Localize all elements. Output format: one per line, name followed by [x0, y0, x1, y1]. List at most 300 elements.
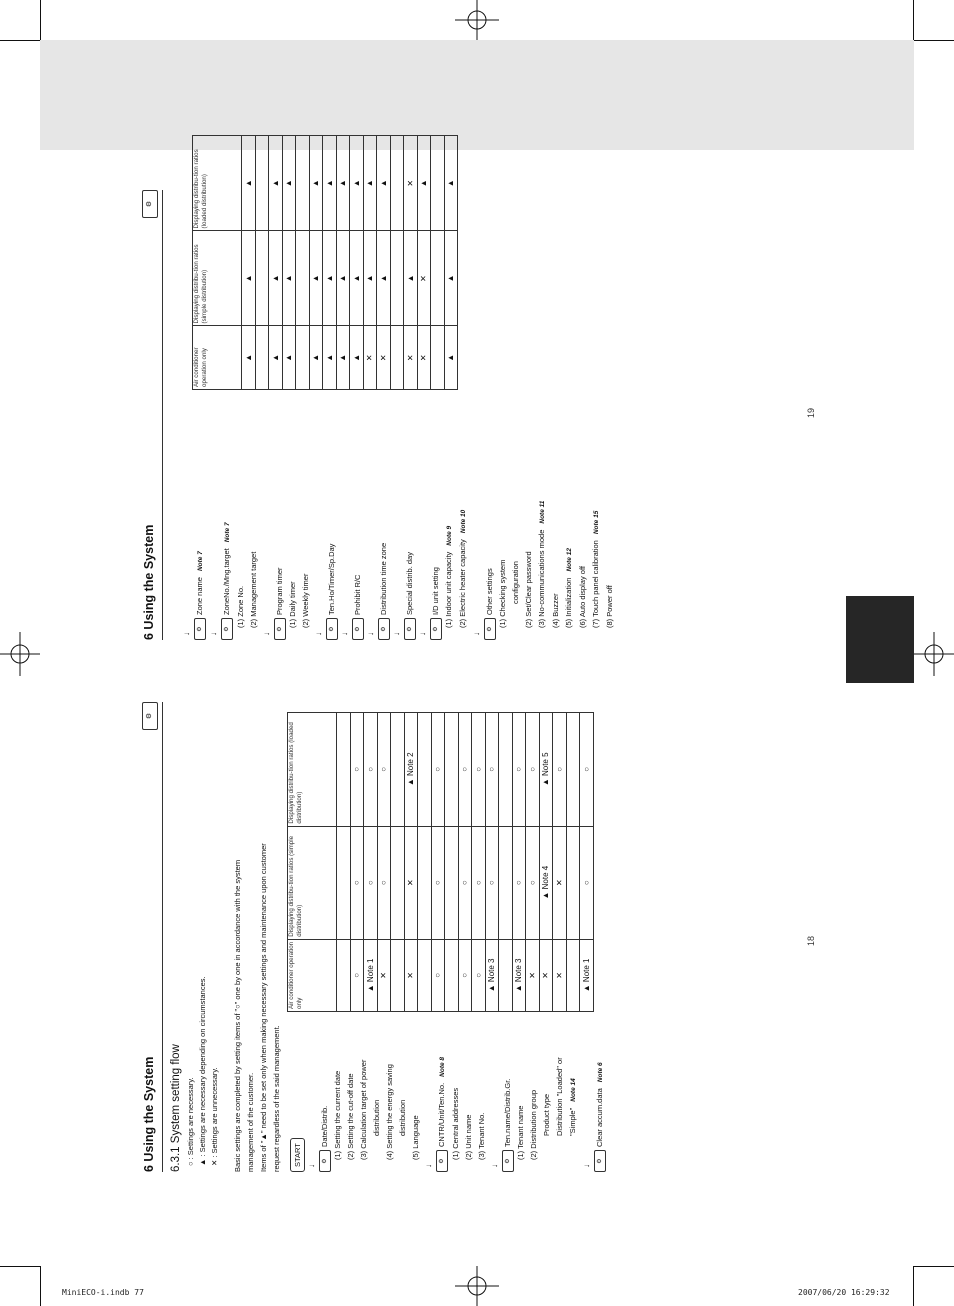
matrix-cell: ▲ — [269, 231, 283, 326]
matrix-cell: ✕ — [363, 326, 377, 390]
flow-label: Distribution time zone — [379, 542, 389, 615]
setting-flow — [290, 1012, 607, 1172]
flow-label: Date/Distrib. — [320, 1105, 329, 1147]
column-header: Displaying distribu-tion ratios (loaded distribution) — [193, 136, 242, 231]
matrix-cell: ▲ — [282, 231, 296, 326]
matrix-cell: ○ — [485, 713, 499, 827]
matrix-row — [580, 713, 594, 1012]
matrix-cell: ○ — [458, 826, 472, 939]
matrix-cell: ▲ — [323, 231, 337, 326]
matrix-cell: ✕ — [404, 136, 418, 231]
matrix-cell: ○ — [512, 713, 526, 827]
matrix-cell: ▲ — [444, 326, 458, 390]
note-label: Note 6 — [597, 1062, 605, 1083]
matrix-cell — [337, 713, 351, 827]
matrix-cell: ▲ — [377, 136, 391, 231]
matrix-cell: ○ — [526, 713, 540, 827]
matrix-row — [296, 136, 310, 390]
flow-label: (2) Set/Clear password — [524, 551, 534, 628]
section-title: 6 Using the System — [142, 1056, 156, 1172]
menu-key-icon: ⚙ — [221, 618, 233, 640]
flow-item — [522, 390, 535, 640]
intro-paragraph — [231, 702, 283, 1172]
model-badge-icon: ⚙ — [142, 190, 158, 218]
flow-label: (4) Setting the energy saving — [385, 1064, 395, 1160]
matrix-cell — [296, 326, 310, 390]
slug-timestamp: 2007/06/20 16:29:32 — [798, 1288, 890, 1297]
matrix-cell: ○ — [485, 826, 499, 939]
flow-item — [576, 390, 589, 640]
flow-arrow-icon: ↓ — [340, 632, 350, 636]
menu-key-icon: ⚙ — [194, 618, 206, 640]
flow-group — [318, 1012, 331, 1172]
flow-item — [566, 1012, 580, 1172]
flow-label: distribution — [372, 1099, 382, 1136]
note-label: Note 11 — [539, 500, 547, 524]
matrix-cell: ○ — [472, 826, 486, 939]
menu-key-icon: ⚙ — [594, 1150, 606, 1172]
matrix-cell: ▲ — [417, 136, 431, 231]
matrix-cell — [566, 939, 580, 1011]
flow-item — [383, 1012, 396, 1172]
matrix-cell: ○ — [526, 826, 540, 939]
matrix-cell — [390, 136, 404, 231]
flow-label: Ten.Ho/Timer/Sp.Day — [327, 543, 337, 615]
flow-item — [396, 1012, 409, 1172]
flow-arrow-icon: ↓ — [262, 632, 271, 636]
matrix-cell: ✕ — [553, 939, 567, 1011]
matrix-cell: ○ — [377, 826, 391, 939]
note-label: Note 7 — [224, 522, 231, 543]
registration-mark-top — [455, 0, 499, 40]
column-header: Air conditioner operation only — [288, 939, 337, 1011]
section-header — [140, 190, 163, 640]
matrix-cell: ▲ Note 2 — [404, 713, 418, 827]
matrix-row — [404, 136, 418, 390]
flow-arrow-icon: ↓ — [182, 632, 191, 636]
matrix-row — [526, 713, 540, 1012]
matrix-cell: ▲ — [350, 231, 364, 326]
flow-label: Prohibit R/C — [353, 574, 363, 615]
flow-arrow-icon: ↓ — [392, 632, 402, 636]
matrix-cell: ✕ — [377, 939, 391, 1011]
matrix-row — [418, 713, 432, 1012]
paragraph-line: Basic settings are completed by setting items of "○" one by one in accordance with the system — [233, 859, 242, 1172]
model-badge-icon: ⚙ — [142, 702, 158, 730]
flow-label: (2) Weekly timer — [301, 573, 311, 628]
header-band — [40, 40, 914, 150]
left-page — [140, 702, 650, 1172]
flow-item — [562, 390, 576, 640]
matrix-row — [391, 713, 405, 1012]
matrix-cell — [255, 136, 269, 231]
flow-item — [370, 1012, 383, 1172]
flow-item — [535, 390, 549, 640]
page-number: 18 — [806, 935, 817, 947]
matrix-row — [363, 136, 377, 390]
note-label: Note 10 — [460, 509, 468, 534]
flow-group — [377, 390, 390, 640]
flow-label: (6) Auto display off — [578, 566, 588, 628]
flow-arrow-icon: ↓ — [307, 1164, 316, 1168]
flow-arrow-icon: ↓ — [366, 632, 376, 636]
note-label: Note 14 — [570, 1078, 578, 1102]
paragraph-line: Items of "▲" need to be set only when making necessary settings and maintenance upon customer — [259, 843, 268, 1172]
matrix-cell: ○ — [431, 939, 445, 1011]
menu-key-icon: ⚙ — [484, 618, 496, 640]
matrix-cell — [255, 231, 269, 326]
flow-item — [456, 390, 470, 640]
flow-label: (3) Tenant No. — [477, 1112, 487, 1160]
matrix-row — [444, 136, 458, 390]
paragraph-line: request regardless of the said management. — [272, 1025, 281, 1172]
flow-label: (1) Daily timer — [288, 581, 298, 628]
matrix-cell: ▲ Note 1 — [580, 939, 594, 1011]
matrix-row — [458, 713, 472, 1012]
flow-item — [409, 1012, 422, 1172]
matrix-row — [539, 713, 553, 1012]
note-label: Note 8 — [439, 1056, 447, 1077]
matrix-cell — [566, 826, 580, 939]
matrix-cell — [445, 826, 459, 939]
matrix-cell — [337, 939, 351, 1011]
matrix-cell: ▲ — [444, 136, 458, 231]
flow-item — [509, 390, 522, 640]
matrix-cell: ○ — [458, 939, 472, 1011]
matrix-cell: ○ — [472, 713, 486, 827]
legend-item: ✕ : Settings are unnecessary. — [210, 1067, 219, 1166]
flow-group — [351, 390, 364, 640]
legend-item: ▲ : Settings are necessary depending on circumstances. — [198, 976, 207, 1166]
matrix-cell — [390, 326, 404, 390]
section-title: 6 Using the System — [142, 524, 156, 640]
matrix-cell: ▲ Note 5 — [539, 713, 553, 827]
column-header: Air conditioner operation only — [193, 326, 242, 390]
note-label: Note 7 — [197, 551, 204, 572]
matrix-row — [566, 713, 580, 1012]
chapter-tab — [846, 596, 914, 683]
matrix-cell: ✕ — [377, 326, 391, 390]
matrix-row — [512, 713, 526, 1012]
matrix-cell: ✕ — [539, 939, 553, 1011]
flow-label: Program timer — [275, 567, 284, 615]
matrix-cell: ▲ — [444, 231, 458, 326]
flow-item — [549, 390, 562, 640]
matrix-cell — [296, 231, 310, 326]
matrix-cell: ▲ — [282, 326, 296, 390]
flow-label: (2) Electric heater capacity — [458, 539, 468, 628]
matrix-cell: ▲ — [350, 326, 364, 390]
flow-label: configuration — [511, 561, 521, 604]
matrix-cell: ✕ — [404, 826, 418, 939]
flow-item — [299, 390, 312, 640]
matrix-row — [472, 713, 486, 1012]
menu-key-icon: ⚙ — [378, 618, 390, 640]
flow-item — [462, 1012, 475, 1172]
flow-item — [331, 1012, 344, 1172]
matrix-cell: ▲ Note 1 — [364, 939, 378, 1011]
matrix-cell — [499, 713, 513, 827]
matrix-row — [377, 136, 391, 390]
flow-label: (2) Management target — [249, 551, 258, 628]
flow-item — [357, 1012, 370, 1172]
matrix-cell — [431, 231, 445, 326]
flow-label: (5) Language — [411, 1115, 421, 1160]
flow-item — [234, 390, 247, 640]
matrix-cell — [391, 826, 405, 939]
flow-label: CNTR/Unit/Ten.No. — [437, 1082, 447, 1147]
menu-key-icon: ⚙ — [274, 618, 286, 640]
matrix-cell — [499, 826, 513, 939]
matrix-row — [255, 136, 269, 390]
matrix-row — [350, 713, 364, 1012]
right-page — [140, 149, 705, 640]
matrix-cell: ▲ — [269, 136, 283, 231]
matrix-cell: ▲ — [363, 136, 377, 231]
flow-label: (2) Distribution group — [529, 1089, 539, 1160]
flow-group — [501, 1012, 514, 1172]
flow-label: (1) Setting the current date — [333, 1070, 343, 1160]
matrix-cell: ▲ — [350, 136, 364, 231]
matrix-cell: ▲ — [377, 231, 391, 326]
matrix-row — [404, 713, 418, 1012]
column-header: Displaying distribu-tion ratios (simple distribution) — [193, 231, 242, 326]
flow-item — [540, 1012, 553, 1172]
setting-flow — [180, 390, 616, 640]
flow-label: (3) No-communications mode — [537, 529, 547, 628]
paragraph-line: management of the customer. — [246, 1072, 255, 1172]
matrix-cell — [391, 713, 405, 827]
matrix-cell: ✕ — [526, 939, 540, 1011]
matrix-cell: ○ — [553, 713, 567, 827]
matrix-row — [242, 136, 256, 390]
flow-label: (8) Power off — [605, 585, 615, 628]
menu-key-icon: ⚙ — [326, 618, 338, 640]
matrix-cell: ○ — [350, 939, 364, 1011]
matrix-row — [323, 136, 337, 390]
registration-mark-right — [914, 632, 954, 676]
menu-key-icon: ⚙ — [352, 618, 364, 640]
matrix-cell — [337, 826, 351, 939]
matrix-cell — [445, 713, 459, 827]
flow-label: Zone name — [195, 577, 204, 615]
matrix-cell: ▲ — [336, 326, 350, 390]
matrix-cell: ○ — [431, 826, 445, 939]
matrix-cell: ○ — [458, 713, 472, 827]
matrix-row — [377, 713, 391, 1012]
matrix-cell: ✕ — [404, 939, 418, 1011]
matrix-cell: ▲ — [309, 326, 323, 390]
flow-item — [553, 1012, 566, 1172]
matrix-cell: ▲ — [269, 326, 283, 390]
matrix-cell: ▲ Note 3 — [512, 939, 526, 1011]
flow-label: (1) Indoor unit capacity — [444, 551, 454, 628]
flow-group — [435, 1012, 449, 1172]
flow-label: (4) Buzzer — [551, 593, 561, 628]
legend — [185, 702, 221, 1166]
matrix-cell — [418, 713, 432, 827]
menu-key-icon: ⚙ — [319, 1150, 331, 1172]
menu-key-icon: ⚙ — [430, 618, 442, 640]
flow-label: Product type — [542, 1093, 552, 1136]
flow-label: (1) Central addresses — [451, 1087, 461, 1160]
matrix-cell: ▲ — [242, 231, 256, 326]
matrix-row — [282, 136, 296, 390]
flow-group — [593, 1012, 607, 1172]
matrix-cell: ✕ — [417, 231, 431, 326]
flow-item — [496, 390, 509, 640]
matrix-cell — [431, 136, 445, 231]
matrix-cell: ▲ — [323, 326, 337, 390]
flow-item — [442, 390, 456, 640]
matrix-row — [336, 136, 350, 390]
flow-label: (5) Initialization — [564, 577, 574, 628]
settings-matrix — [287, 712, 594, 1012]
registration-mark-left — [0, 632, 40, 676]
flow-arrow-icon: ↓ — [209, 632, 218, 636]
flow-arrow-icon: ↓ — [314, 632, 324, 636]
matrix-row — [337, 713, 351, 1012]
flow-arrow-icon: ↓ — [582, 1164, 592, 1168]
flow-label: Special distrib. day — [405, 552, 415, 615]
flow-item — [344, 1012, 357, 1172]
flow-arrow-icon: ↓ — [472, 632, 482, 636]
matrix-cell — [255, 326, 269, 390]
flow-label: "Simple" — [568, 1107, 578, 1136]
matrix-cell: ○ — [512, 826, 526, 939]
start-label: START — [290, 1138, 305, 1172]
matrix-cell — [418, 939, 432, 1011]
flow-group — [429, 390, 442, 640]
settings-matrix — [192, 135, 458, 390]
matrix-cell — [418, 826, 432, 939]
matrix-row — [390, 136, 404, 390]
matrix-row — [269, 136, 283, 390]
page-number: 19 — [806, 407, 817, 419]
matrix-cell — [390, 231, 404, 326]
matrix-cell: ▲ — [282, 136, 296, 231]
note-label: Note 12 — [566, 548, 574, 572]
flow-label: Other settings — [485, 568, 495, 615]
flow-arrow-icon: ↓ — [418, 632, 428, 636]
flow-item — [247, 390, 260, 640]
matrix-cell — [431, 326, 445, 390]
matrix-cell: ▲ Note 3 — [485, 939, 499, 1011]
matrix-cell: ▲ — [404, 231, 418, 326]
matrix-row — [364, 713, 378, 1012]
flow-label: Distribution "Loaded" or — [555, 1057, 565, 1136]
matrix-cell: ▲ — [242, 136, 256, 231]
matrix-cell: ○ — [377, 713, 391, 827]
matrix-cell: ○ — [364, 826, 378, 939]
flow-group — [483, 390, 496, 640]
matrix-cell: ▲ — [336, 231, 350, 326]
note-label: Note 15 — [593, 510, 601, 535]
flow-label: (3) Calculation target of power — [359, 1059, 369, 1160]
subsection-title: 6.3.1 System setting flow — [170, 1044, 182, 1172]
matrix-row — [431, 136, 445, 390]
matrix-cell: ✕ — [417, 326, 431, 390]
matrix-cell — [391, 939, 405, 1011]
flow-label: ZoneNo./Mng.target — [222, 548, 231, 615]
matrix-cell: ▲ — [309, 231, 323, 326]
flow-group — [193, 390, 207, 640]
matrix-row — [417, 136, 431, 390]
flow-label: I/D unit setting — [431, 567, 441, 615]
matrix-row — [499, 713, 513, 1012]
matrix-cell: ✕ — [404, 326, 418, 390]
matrix-row — [553, 713, 567, 1012]
matrix-cell: ▲ — [242, 326, 256, 390]
matrix-row — [485, 713, 499, 1012]
flow-label: (2) Unit name — [464, 1114, 474, 1160]
flow-label: Clear accum.data — [595, 1088, 605, 1147]
note-label: Note 9 — [446, 525, 454, 546]
matrix-cell — [296, 136, 310, 231]
matrix-header-row — [288, 713, 337, 1012]
flow-group — [220, 390, 234, 640]
legend-item: ○ : Settings are necessary. — [186, 1077, 195, 1166]
flow-group — [325, 390, 338, 640]
matrix-cell: ○ — [431, 713, 445, 827]
flow-group — [403, 390, 416, 640]
matrix-cell: ▲ — [336, 136, 350, 231]
menu-key-icon: ⚙ — [502, 1150, 514, 1172]
matrix-cell: ▲ — [309, 136, 323, 231]
matrix-cell: ○ — [580, 826, 594, 939]
flow-item — [527, 1012, 540, 1172]
flow-item — [475, 1012, 488, 1172]
matrix-cell: ▲ — [323, 136, 337, 231]
flow-label: (7) Touch panel calibration — [591, 540, 601, 628]
matrix-cell — [499, 939, 513, 1011]
matrix-cell: ○ — [350, 713, 364, 827]
matrix-cell: ○ — [472, 939, 486, 1011]
flow-label: (2) Setting the cut-off date — [346, 1073, 356, 1160]
column-header: Displaying distribu-tion ratios (simple distribution) — [288, 826, 337, 939]
matrix-row — [445, 713, 459, 1012]
matrix-cell: ○ — [580, 713, 594, 827]
matrix-cell — [445, 939, 459, 1011]
matrix-cell: ○ — [364, 713, 378, 827]
matrix-cell: ▲ — [363, 231, 377, 326]
flow-label: (1) Zone No. — [236, 585, 245, 628]
slug-file: MiniECO-i.indb 77 — [62, 1288, 144, 1297]
flow-item — [514, 1012, 527, 1172]
flow-item — [286, 390, 299, 640]
matrix-row — [309, 136, 323, 390]
flow-label: (1) Checking system — [498, 559, 508, 628]
flow-label: (1) Tenant name — [516, 1105, 526, 1160]
matrix-row — [350, 136, 364, 390]
menu-key-icon: ⚙ — [404, 618, 416, 640]
flow-label: Ten.name/Distrib.Gr. — [503, 1078, 513, 1147]
flow-label: distribution — [398, 1099, 408, 1136]
flow-group — [273, 390, 286, 640]
column-header: Displaying distribu-tion ratios (loaded distribution) — [288, 713, 337, 827]
matrix-cell: ○ — [350, 826, 364, 939]
matrix-cell: ▲ Note 4 — [539, 826, 553, 939]
flow-item — [449, 1012, 462, 1172]
flow-arrow-icon: ↓ — [490, 1164, 500, 1168]
section-header — [140, 702, 163, 1172]
matrix-cell — [566, 713, 580, 827]
flow-item — [603, 390, 616, 640]
flow-item — [589, 390, 603, 640]
matrix-cell: ✕ — [553, 826, 567, 939]
registration-mark-bottom — [455, 1266, 499, 1306]
menu-key-icon: ⚙ — [436, 1150, 448, 1172]
